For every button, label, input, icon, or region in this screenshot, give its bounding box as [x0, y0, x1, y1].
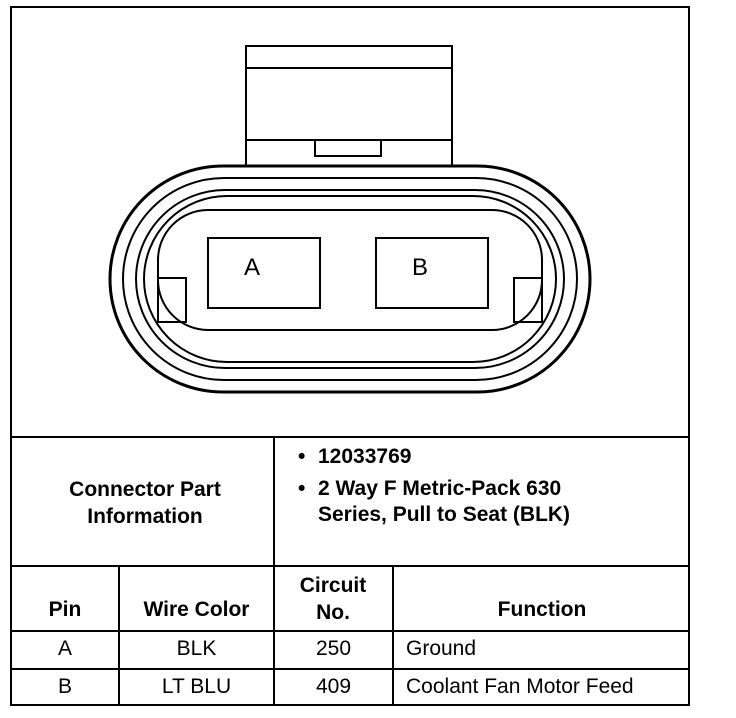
bullet-icon: •: [298, 445, 306, 468]
bullet-icon: •: [298, 477, 306, 500]
row-b-circuit: 409: [315, 675, 352, 698]
part-number: 12033769: [318, 445, 412, 468]
pin-label-b: B: [412, 254, 429, 281]
header-circuit: Circuit No.: [299, 574, 367, 624]
connector-info-label: Connector Part Information: [69, 478, 221, 528]
part-number-item: [294, 444, 684, 470]
divider-info: [273, 436, 275, 566]
divider-row-1: [10, 630, 690, 632]
row-a-wire-color: BLK: [176, 637, 217, 660]
part-description-item: [294, 476, 588, 528]
col-divider-3: [392, 565, 394, 706]
divider-row-2: [10, 668, 690, 670]
connector-drawing: [10, 6, 690, 438]
connector-latch: [246, 46, 452, 170]
header-function: Function: [497, 598, 587, 621]
part-description: 2 Way F Metric-Pack 630 Series, Pull to Seat (BLK): [318, 477, 571, 526]
divider-header: [10, 565, 690, 567]
row-b-pin: B: [57, 675, 72, 698]
row-b-wire-color: LT BLU: [161, 675, 232, 698]
row-a-function: Ground: [406, 637, 477, 660]
row-a-circuit: 250: [315, 637, 352, 660]
row-b-function: Coolant Fan Motor Feed: [406, 675, 634, 698]
pin-label-a: A: [244, 254, 261, 281]
row-a-pin: A: [57, 637, 72, 660]
header-pin: Pin: [48, 598, 82, 621]
connector-info-list: [294, 444, 684, 528]
divider-top: [10, 436, 690, 438]
header-wire-color: Wire Color: [143, 598, 250, 621]
